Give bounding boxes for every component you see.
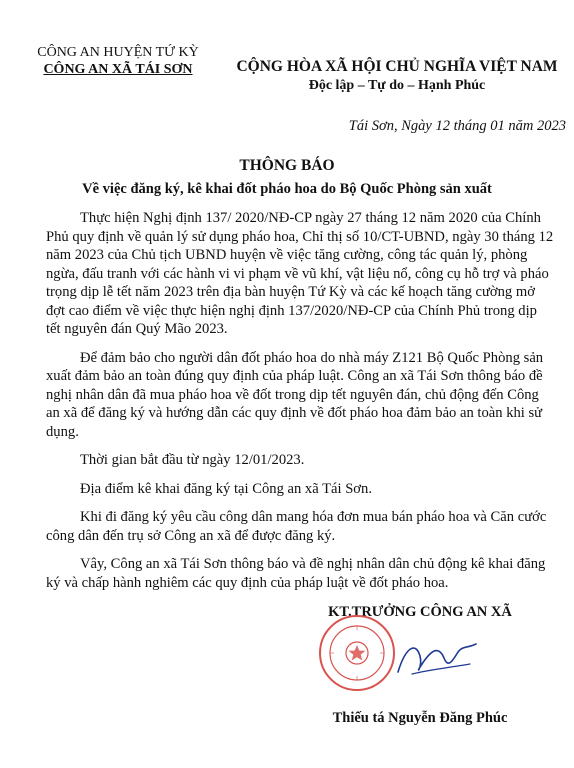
document-body — [46, 209, 554, 602]
national-motto — [222, 57, 572, 95]
agency-name: CÔNG AN XÃ TÁI SƠN — [43, 62, 193, 77]
issuing-agency — [18, 44, 218, 78]
paragraph-closing: Vây, Công an xã Tái Sơn thông báo và đề nghị nhân dân chủ động kê khai đăng ký và chấp hành nghiêm các quy định của pháp luật về đốt pháo hoa. — [46, 556, 546, 591]
motto: Độc lập – Tự do – Hạnh Phúc — [308, 78, 486, 93]
signatory-name: Thiếu tá Nguyễn Đăng Phúc — [332, 710, 508, 726]
paragraph-purpose: Để đảm bảo cho người dân đốt pháo hoa do nhà máy Z121 Bộ Quốc Phòng sản xuất đảm bảo an toàn đúng quy định của pháp luật. Công an xã Tái Sơn thông báo đề nghị nhân dân đã mua pháo hoa về đốt trong dịp tết nguyên đán, chủ động đến Công an xã để đăng ký và hướng dẫn các quy định về đốt pháo hoa đảm bảo an toàn khi sử dụng. — [46, 349, 544, 440]
document-subtitle: Về việc đăng ký, kê khai đốt pháo hoa do Bộ Quốc Phòng sản xuất — [82, 181, 492, 197]
document-date: Tái Sơn, Ngày 12 tháng 01 năm 2023 — [348, 118, 566, 134]
paragraph-location: Địa điểm kê khai đăng ký tại Công an xã Tái Sơn. — [80, 480, 372, 497]
document-title: THÔNG BÁO — [239, 157, 335, 174]
agency-parent: CÔNG AN HUYỆN TỨ KỲ — [37, 45, 199, 60]
signatory-title: KT.TRƯỞNG CÔNG AN XÃ — [328, 604, 512, 620]
handwritten-signature-icon — [392, 634, 482, 684]
paragraph-legal-basis: Thực hiện Nghị định 137/ 2020/NĐ-CP ngày 27 tháng 12 năm 2020 của Chính Phủ quy định về quản lý sử dụng pháo hoa, Chỉ thị số 10/CT-UBND, ngày 30 tháng 12 năm 2023 của Chủ tịch UBND huyện về việc tăng cường, công tác quản lý, phòng ngừa, đấu tranh với các hành vi vi phạm về vũ khí, vật liệu nổ, công cụ hỗ trợ và pháo trọng dịp lễ tết năm 2023 trên địa bàn huyện Tứ Kỳ và các kế hoạch tăng cường mở đợt cao điểm về việc thực hiện nghị định 137/2020/NĐ-CP của Chính Phủ trong dịp tết nguyên đán Quý Mão 2023. — [46, 210, 554, 337]
country-name: CỘNG HÒA XÃ HỘI CHỦ NGHĨA VIỆT NAM — [236, 58, 558, 75]
paragraph-requirements: Khi đi đăng ký yêu cầu công dân mang hóa đơn mua bán pháo hoa và Căn cước công dân đến trụ sở Công an xã để được đăng ký. — [46, 509, 547, 544]
paragraph-start-date: Thời gian bắt đầu từ ngày 12/01/2023. — [80, 452, 305, 468]
official-seal-icon — [318, 614, 396, 692]
